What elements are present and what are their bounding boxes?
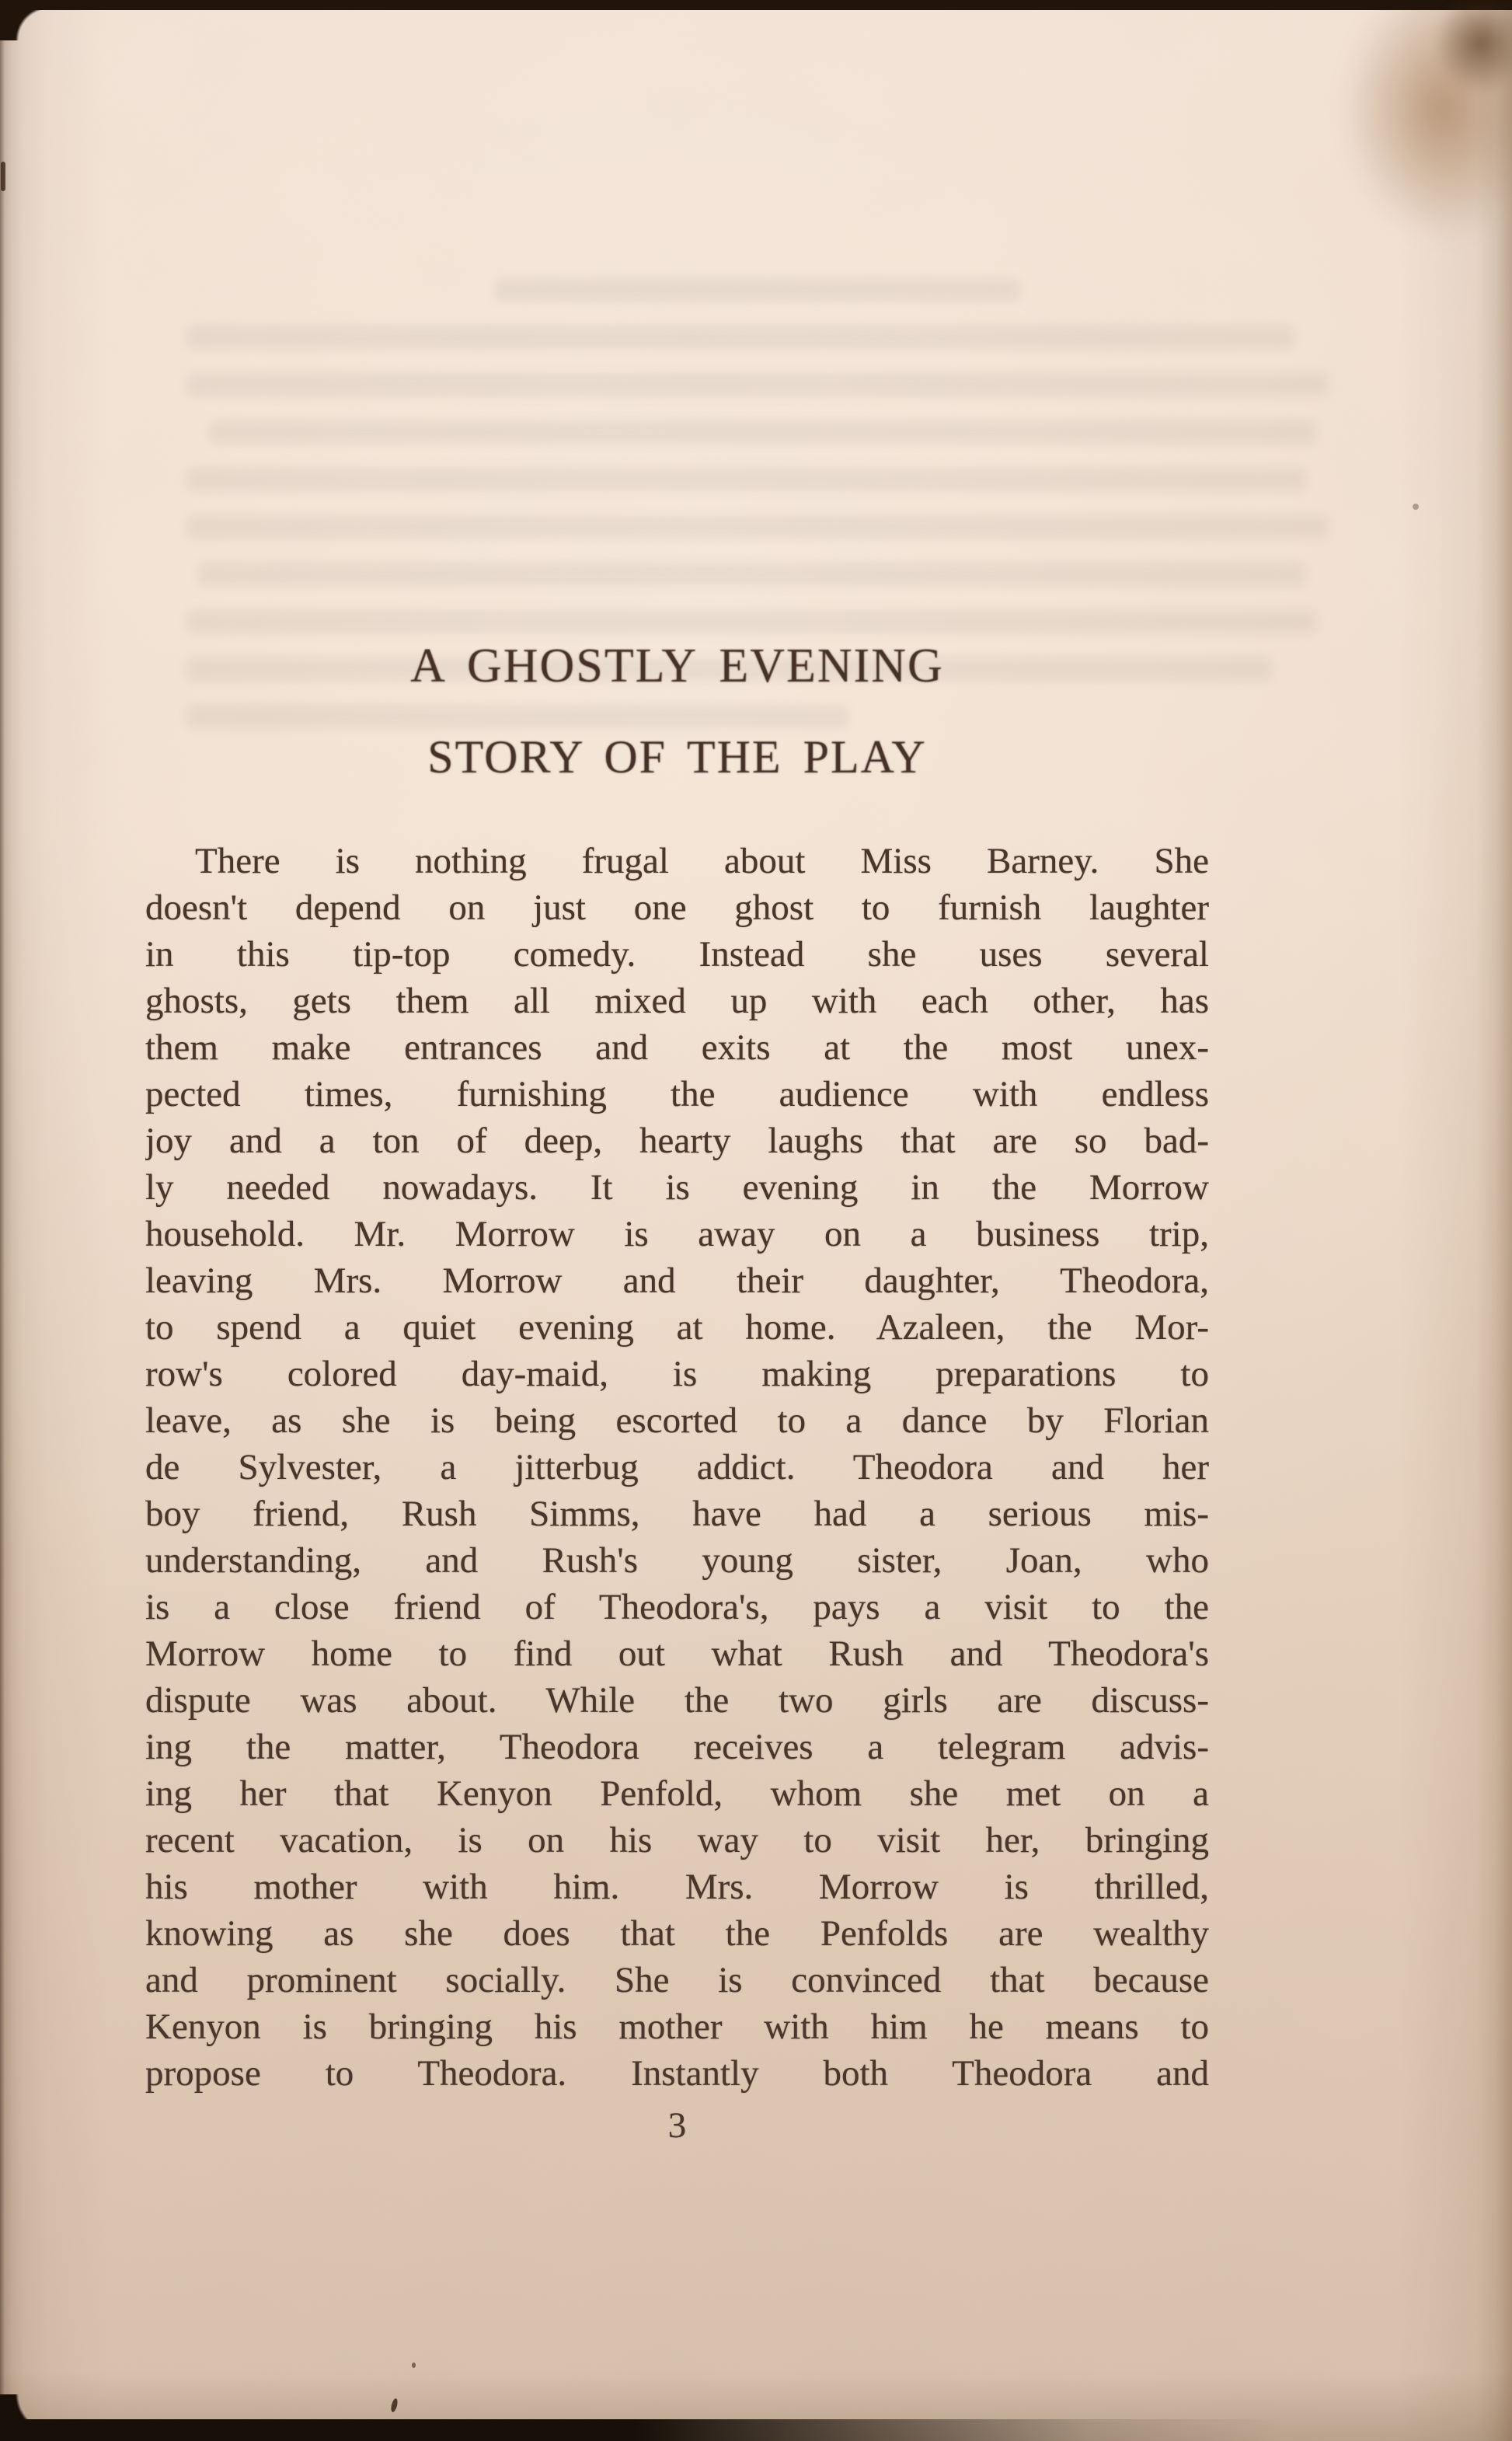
text-line: ly needed nowadays. It is evening in the Morrow: [145, 1167, 1209, 1208]
text-line: household. Mr. Morrow is away on a business trip,: [145, 1214, 1209, 1254]
text-line: to spend a quiet evening at home. Azaleen, the Mor-: [145, 1307, 1209, 1348]
text-line: Kenyon is bringing his mother with him he means to: [145, 2007, 1209, 2047]
page-title: A GHOSTLY EVENING: [410, 640, 944, 692]
page-right-edge: [1476, 0, 1512, 2441]
ink-speck: [390, 2397, 399, 2412]
photo-top-edge: [0, 0, 1512, 10]
text-line: recent vacation, is on his way to visit her, bringing: [145, 1820, 1209, 1860]
photo-bottom-edge: [0, 2419, 1512, 2441]
text-line: them make entrances and exits at the most unex-: [145, 1027, 1209, 1068]
bleed-through-line: [198, 563, 1306, 586]
ink-speck: [1413, 504, 1419, 510]
page-corner-top-left: [0, 0, 50, 40]
ink-speck: [412, 2363, 416, 2368]
text-line: his mother with him. Mrs. Morrow is thrilled,: [145, 1867, 1209, 1907]
text-line: row's colored day-maid, is making preparations to: [145, 1354, 1209, 1394]
page-left-edge: [0, 0, 23, 2441]
text-line: ing her that Kenyon Penfold, whom she met on a: [145, 1773, 1209, 1814]
text-line: boy friend, Rush Simms, have had a serious mis-: [145, 1494, 1209, 1534]
corner-stain: [1341, 0, 1512, 241]
bottom-shadow: [0, 2371, 1512, 2441]
text-line: knowing as she does that the Penfolds are wealthy: [145, 1913, 1209, 1954]
bleed-through-line: [186, 705, 849, 728]
bleed-through-line: [209, 420, 1317, 444]
page-subtitle: STORY OF THE PLAY: [427, 731, 927, 783]
text-line: in this tip-top comedy. Instead she uses several: [145, 934, 1209, 975]
bleed-through-line: [495, 278, 1020, 302]
text-line: propose to Theodora. Instantly both Theodora and: [145, 2053, 1209, 2094]
ink-speck: [1, 162, 5, 191]
page-number: 3: [667, 2105, 687, 2146]
text-line: and prominent socially. She is convinced that because: [145, 1960, 1209, 2000]
text-line: ing the matter, Theodora receives a telegram advis-: [145, 1727, 1209, 1767]
text-line: There is nothing frugal about Miss Barney. She: [195, 841, 1209, 881]
text-line: joy and a ton of deep, hearty laughs that are so bad-: [145, 1121, 1209, 1161]
page-corner-bottom-left: [0, 2394, 54, 2441]
text-line: pected times, furnishing the audience with endless: [145, 1074, 1209, 1114]
text-line: doesn't depend on just one ghost to furnish laughter: [145, 887, 1209, 928]
bleed-through-line: [186, 373, 1329, 396]
text-line: leave, as she is being escorted to a dance by Florian: [145, 1400, 1209, 1441]
bleed-through-line: [186, 468, 1306, 491]
text-line: is a close friend of Theodora's, pays a visit to the: [145, 1587, 1209, 1627]
text-line: Morrow home to find out what Rush and Theodora's: [145, 1634, 1209, 1674]
bleed-through-line: [186, 326, 1294, 349]
text-line: dispute was about. While the two girls are discuss-: [145, 1680, 1209, 1721]
text-line: de Sylvester, a jitterbug addict. Theodora and her: [145, 1447, 1209, 1487]
story-paragraph: [145, 838, 1209, 2097]
text-line: understanding, and Rush's young sister, Joan, who: [145, 1540, 1209, 1581]
corner-stain-core: [1434, 0, 1512, 93]
text-line: leaving Mrs. Morrow and their daughter, Theodora,: [145, 1261, 1209, 1301]
bleed-through-line: [186, 610, 1317, 633]
text-line: ghosts, gets them all mixed up with each other, has: [145, 981, 1209, 1021]
bleed-through-line: [186, 515, 1329, 539]
